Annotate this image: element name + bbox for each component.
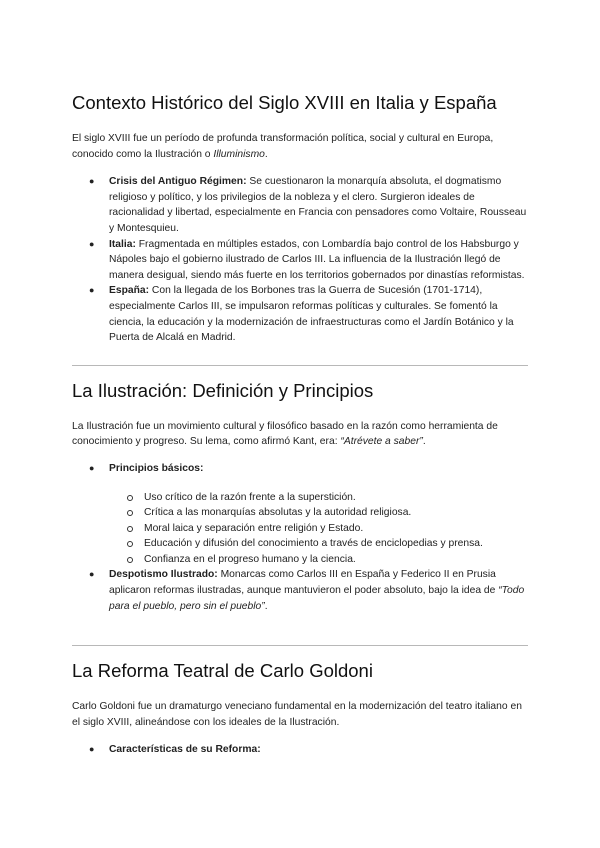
item-label: Principios básicos: bbox=[109, 462, 204, 474]
list-item bbox=[72, 567, 528, 614]
section-1-heading: Contexto Histórico del Siglo XVIII en Italia y España bbox=[72, 92, 497, 113]
item-end: . bbox=[264, 600, 268, 612]
bullet-icon: ● bbox=[89, 285, 95, 296]
section-divider bbox=[72, 365, 528, 366]
section-1-intro bbox=[72, 131, 528, 162]
item-label: España: bbox=[109, 285, 150, 297]
section-2-list-cont bbox=[72, 567, 528, 614]
list-item bbox=[72, 283, 528, 345]
circle-bullet-icon bbox=[127, 526, 133, 532]
bullet-icon: ● bbox=[89, 569, 95, 580]
intro-italic: Illuminismo bbox=[213, 148, 265, 160]
item-label: Despotismo Ilustrado: bbox=[109, 569, 218, 581]
sublist-item bbox=[72, 552, 528, 568]
sublist-item bbox=[72, 536, 528, 552]
sublist-text: Confianza en el progreso humano y la ciencia. bbox=[144, 553, 356, 565]
intro-end: . bbox=[264, 148, 268, 160]
sublist-text: Moral laica y separación entre religión y Estado. bbox=[144, 522, 364, 534]
motto-italic: “Atrévete a saber” bbox=[340, 436, 423, 448]
sublist-item bbox=[72, 521, 528, 537]
section-3-list bbox=[72, 742, 528, 758]
sublist-text: Crítica a las monarquías absolutas y la autoridad religiosa. bbox=[144, 507, 412, 519]
circle-bullet-icon bbox=[127, 541, 133, 547]
list-item bbox=[72, 237, 528, 284]
bullet-icon: ● bbox=[89, 744, 95, 755]
intro-end: . bbox=[422, 436, 426, 448]
circle-bullet-icon bbox=[127, 510, 133, 516]
section-3-intro: Carlo Goldoni fue un dramaturgo veneciano fundamental en la modernización del teatro italiano en el siglo XVIII, alineándose con los ideales de la Ilustración. bbox=[72, 701, 522, 728]
sublist-item bbox=[72, 505, 528, 521]
principles-sublist bbox=[72, 490, 528, 568]
bullet-icon: ● bbox=[89, 462, 95, 473]
sublist-item bbox=[72, 490, 528, 506]
section-2-heading: La Ilustración: Definición y Principios bbox=[72, 379, 374, 401]
section-2-list bbox=[72, 461, 528, 477]
sublist-text: Uso crítico de la razón frente a la superstición. bbox=[144, 491, 356, 503]
bullet-icon: ● bbox=[89, 176, 95, 187]
item-text: Monarcas como Carlos III en España y Federico II en Prusia aplicaron reformas ilustradas, aunque mantuvieron el poder absoluto, bajo la idea de bbox=[109, 569, 499, 597]
item-label: Italia: bbox=[109, 238, 136, 250]
item-text: Se cuestionaron la monarquía absoluta, el dogmatismo religioso y político, y los privilegios de la nobleza y el clero. Surgieron ideales de racionalidad y libertad, especialmente en Francia con pensadores como Voltaire, Rousseau y Montesquieu. bbox=[109, 176, 527, 234]
item-label: Crisis del Antiguo Régimen: bbox=[109, 176, 247, 188]
intro-text: La Ilustración fue un movimiento cultural y filosófico basado en la razón como herramienta de conocimiento y progreso. Su lema, como afirmó Kant, era: bbox=[72, 420, 498, 448]
section-2-intro bbox=[72, 419, 528, 450]
list-item bbox=[72, 174, 528, 236]
circle-bullet-icon bbox=[127, 495, 133, 501]
section-3-heading: La Reforma Teatral de Carlo Goldoni bbox=[72, 660, 373, 682]
bullet-icon: ● bbox=[89, 238, 95, 249]
item-text: Con la llegada de los Borbones tras la Guerra de Sucesión (1701-1714), especialmente Carlos III, se impulsaron reformas políticas y culturales. Se fomentó la ciencia, la educación y la modernización de infraestructuras como el Jardín Botánico y la Puerta de Alcalá en Madrid. bbox=[109, 285, 514, 344]
item-label: Características de su Reforma: bbox=[109, 744, 261, 756]
intro-text: El siglo XVIII fue un período de profunda transformación política, social y cultural en Europa, conocido como la Ilustración o bbox=[72, 133, 494, 160]
list-item bbox=[72, 742, 528, 758]
section-1-list bbox=[72, 174, 528, 346]
sublist-text: Educación y difusión del conocimiento a través de enciclopedias y prensa. bbox=[144, 538, 483, 550]
circle-bullet-icon bbox=[127, 557, 133, 563]
list-item bbox=[72, 461, 528, 477]
item-text: Fragmentada en múltiples estados, con Lombardía bajo control de los Habsburgo y Nápoles bajo el gobierno ilustrado de Carlos III. La influencia de la Ilustración llegó de manera desigual, siendo más fuerte en los territorios gobernados por dinastías reformistas. bbox=[109, 238, 525, 281]
item-italic: “Todo para el pueblo, pero sin el pueblo” bbox=[109, 585, 525, 612]
section-divider bbox=[72, 645, 528, 646]
